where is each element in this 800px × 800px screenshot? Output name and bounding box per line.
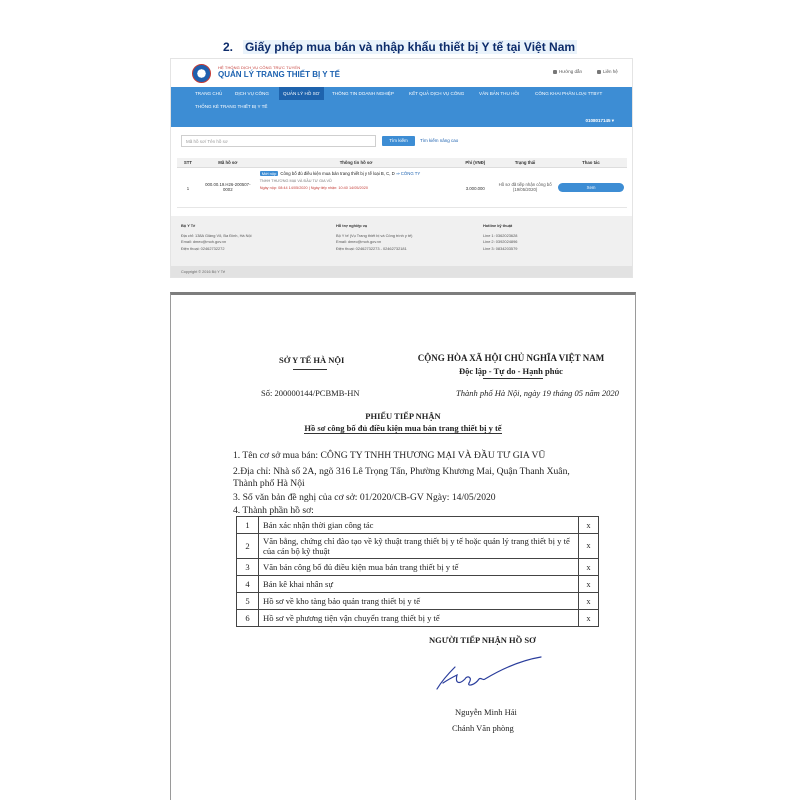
nav-dossier-management[interactable]: QUẢN LÝ HỒ SƠ [279, 87, 324, 100]
row-code: 000.00.19.H26-200507-0002 [199, 167, 257, 207]
user-account-menu[interactable]: 0108017145 ▾ [585, 118, 614, 123]
receiver-label: NGƯỜI TIẾP NHẬN HỒ SƠ [429, 635, 536, 645]
footer-ministry: Bộ Y Tế Địa chỉ: 138A Giảng Võ, Ba Đình, Hà Nội Email: dmec@moh.gov.vn Điện thoại: 02462732272 [181, 223, 252, 251]
nav-revoked-documents[interactable]: VĂN BẢN THU HỒI [479, 91, 520, 96]
dossier-table [177, 158, 627, 208]
col-action: Thao tác [555, 158, 627, 167]
row-company: TNHH THƯƠNG MẠI VÀ ĐẦU TƯ GIA VŨ [259, 178, 332, 183]
new-badge: Mới nộp [261, 170, 277, 176]
heading-text: Giấy phép mua bán và nhập khẩu thiết bị Y tế tại Việt Nam [244, 40, 576, 54]
table-row: 5 Hồ sơ về kho tàng bảo quản trang thiết bị y tế x [237, 593, 599, 610]
signer-name: Nguyễn Minh Hải [455, 707, 517, 717]
components-table [236, 516, 599, 627]
table-row [177, 167, 627, 207]
footer-hotline: Hotline kỹ thuật Line 1: 0362023628 Line 2: 0392024896 Line 3: 0834203579 [483, 223, 518, 251]
portal-footer [171, 216, 632, 266]
row-info [257, 167, 456, 207]
search-button[interactable]: Tìm kiếm [382, 136, 415, 146]
nav-classification[interactable]: CÔNG KHAI PHÂN LOẠI TTBYT [535, 91, 603, 96]
ministry-logo-icon [192, 64, 211, 83]
system-title: QUẢN LÝ TRANG THIẾT BỊ Y TẾ [218, 70, 340, 79]
row-title[interactable]: Công bố đủ điều kiện mua bán trang thiết bị y tế loại B, C, D [280, 170, 395, 176]
search-input[interactable]: Mã hồ sơ/ Tên hồ sơ [181, 135, 376, 147]
portal-screenshot [170, 58, 633, 278]
row-status: Hồ sơ đã tiếp nhận công bố (19/05/2020) [495, 167, 555, 207]
signer-role: Chánh Văn phòng [452, 723, 514, 733]
row-dates: Ngày nộp: 08:44 14/05/2020 | Ngày tiếp nhận: 10:40 14/05/2020 [259, 185, 368, 190]
contact-link[interactable]: Liên hệ [597, 69, 618, 74]
table-row: 2 Văn bằng, chứng chỉ đào tạo về kỹ thuật trang thiết bị y tế hoặc quản lý trang thiết bị y tế của cán bộ kỹ thuật x [237, 534, 599, 559]
col-code: Mã hồ sơ [199, 158, 257, 167]
advanced-search-link[interactable]: Tìm kiếm nâng cao [420, 138, 459, 143]
nav-public-services[interactable]: DỊCH VỤ CÔNG [235, 91, 269, 96]
help-link[interactable]: Hướng dẫn [553, 69, 582, 74]
search-bar [181, 135, 621, 149]
handwritten-signature [433, 649, 543, 697]
nav-statistics[interactable]: THỐNG KÊ TRANG THIẾT BỊ Y TẾ [195, 104, 268, 109]
table-row: 4 Bản kê khai nhân sự x [237, 576, 599, 593]
col-info: Thông tin hồ sơ [257, 158, 456, 167]
table-row: 3 Văn bản công bố đủ điều kiện mua bán trang thiết bị y tế x [237, 559, 599, 576]
national-title: CỘNG HÒA XÃ HỘI CHỦ NGHĨA VIỆT NAM [417, 353, 605, 363]
signature-stroke [437, 657, 541, 689]
copyright: Copyright © 2016 Bộ Y Tế [171, 266, 632, 278]
table-row: 1 Bản xác nhận thời gian công tác x [237, 517, 599, 534]
receipt-document [170, 292, 636, 800]
document-title: PHIẾU TIẾP NHẬN [365, 411, 441, 421]
motto-underline [483, 378, 543, 379]
national-motto: Độc lập - Tự do - Hạnh phúc [459, 366, 563, 376]
nav-service-results[interactable]: KẾT QUẢ DỊCH VỤ CÔNG [409, 91, 465, 96]
col-fee: Phí (VNĐ) [455, 158, 495, 167]
location-icon [597, 70, 601, 74]
view-button[interactable]: Xem [558, 183, 624, 192]
nav-home[interactable]: TRANG CHỦ [195, 91, 223, 96]
col-stt: STT [177, 158, 199, 167]
place-date: Thành phố Hà Nội, ngày 19 tháng 05 năm 2020 [456, 388, 619, 398]
portal-header [171, 59, 632, 87]
request-number-line: 3. Số văn bản đề nghị của cơ sở: 01/2020/CB-GV Ngày: 14/05/2020 [233, 492, 496, 503]
row-fee: 3.000.000 [455, 167, 495, 207]
address-line: 2.Địa chỉ: Nhà số 2A, ngõ 316 Lê Trọng Tấn, Phường Khương Mai, Quận Thanh Xuân, Thành phố Hà Nội [233, 466, 570, 489]
company-link[interactable]: ⇒ CÔNG TY [395, 170, 421, 176]
components-label: 4. Thành phần hồ sơ: [233, 505, 314, 516]
business-name-line: 1. Tên cơ sở mua bán: CÔNG TY TNHH THƯƠNG MẠI VÀ ĐẦU TƯ GIA VŨ [233, 450, 546, 461]
agency-underline [293, 369, 327, 370]
nav-company-info[interactable]: THÔNG TIN DOANH NGHIỆP [332, 91, 394, 96]
heading-number: 2. [222, 40, 233, 54]
footer-support: Hỗ trợ nghiệp vụ Bộ Y tế (Vụ Trang thiết bị và Công trình y tế) Email: dmec@moh.gov.vn Điện thoại: 02462732273 - 02462732181 [336, 223, 413, 251]
portal-nav [171, 87, 632, 127]
book-icon [553, 70, 557, 74]
document-number: Số: 200000144/PCBMB-HN [261, 388, 360, 398]
system-subtitle: HỆ THỐNG DỊCH VỤ CÔNG TRỰC TUYẾN [218, 65, 301, 70]
row-stt: 1 [177, 167, 199, 207]
page-heading [0, 40, 800, 54]
col-status: Trạng thái [495, 158, 555, 167]
document-subtitle: Hồ sơ công bố đủ điều kiện mua bán trang thiết bị y tế [304, 423, 502, 433]
table-row: 6 Hồ sơ về phương tiện vận chuyển trang thiết bị y tế x [237, 610, 599, 627]
issuing-agency: SỞ Y TẾ HÀ NỘI [279, 355, 345, 365]
